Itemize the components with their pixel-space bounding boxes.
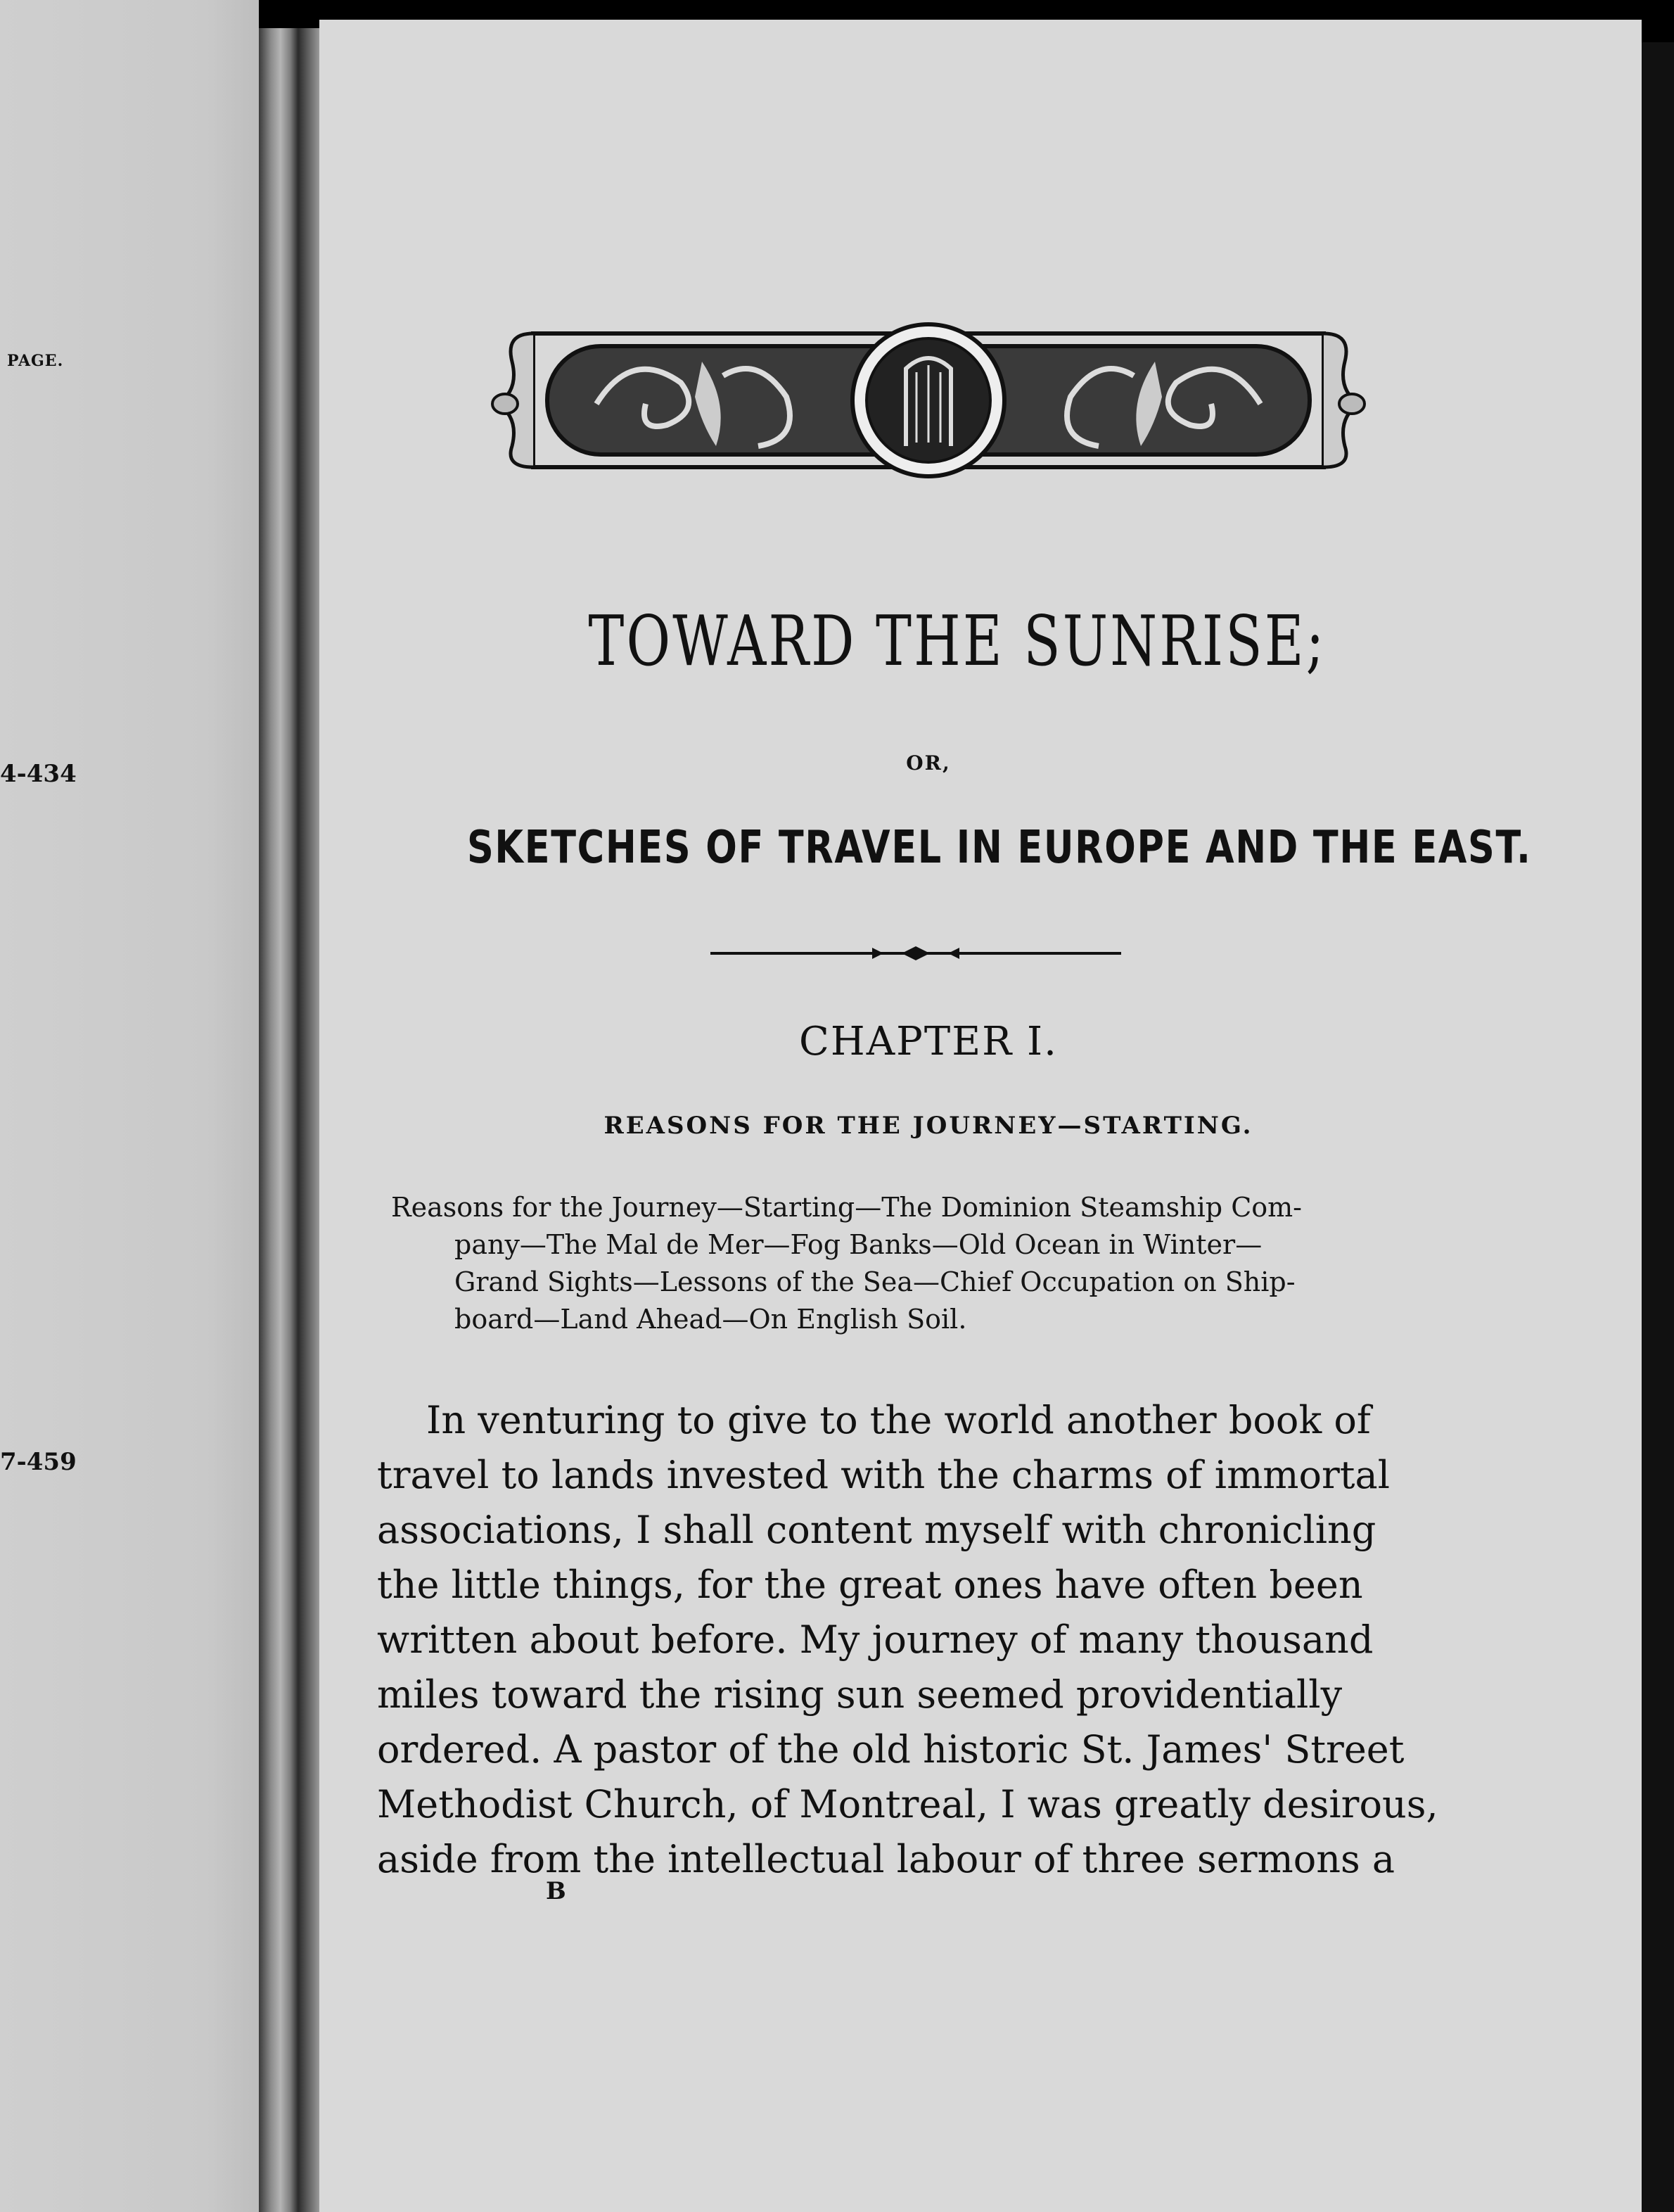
book-title: TOWARD THE SUNRISE; — [588, 602, 1327, 682]
synopsis-line: board—Land Ahead—On English Soil. — [454, 1304, 967, 1335]
page-edge — [1642, 42, 1674, 2212]
body-line: written about before. My journey of many thousand — [377, 1617, 1374, 1662]
synopsis-line: Grand Sights—Lessons of the Sea—Chief Occupation on Ship- — [454, 1266, 1296, 1297]
book-subtitle: SKETCHES OF TRAVEL IN EUROPE AND THE EAST. — [467, 822, 1532, 874]
signature-mark: B — [546, 1877, 566, 1905]
body-line: aside from the intellectual labour of three sermons a — [377, 1837, 1395, 1881]
chapter-body — [377, 1393, 1438, 1887]
body-line: In venturing to give to the world another book of — [426, 1398, 1371, 1442]
body-line: Methodist Church, of Montreal, I was greatly desirous, — [377, 1782, 1438, 1826]
title-or: OR, — [906, 751, 951, 775]
left-page-number: 4-434 — [0, 760, 77, 788]
left-page-number: 7-459 — [0, 1448, 77, 1476]
body-line: the little things, for the great ones have often been — [377, 1563, 1363, 1607]
book-gutter — [259, 28, 298, 2212]
left-page-header: PAGE. — [7, 352, 64, 370]
chapter-heading: CHAPTER I. — [799, 1019, 1058, 1064]
chapter-synopsis — [391, 1189, 1404, 1338]
book-gutter-shadow — [298, 28, 319, 2212]
body-line: ordered. A pastor of the old historic St. James' Street — [377, 1727, 1405, 1772]
body-line: associations, I shall content myself with chronicling — [377, 1508, 1376, 1552]
synopsis-line: pany—The Mal de Mer—Fog Banks—Old Ocean in Winter— — [454, 1229, 1263, 1260]
chapter-subheading: REASONS FOR THE JOURNEY—STARTING. — [603, 1112, 1253, 1140]
body-line: miles toward the rising sun seemed providentially — [377, 1672, 1343, 1717]
synopsis-line: Reasons for the Journey—Starting—The Dominion Steamship Com- — [391, 1192, 1303, 1223]
body-line: travel to lands invested with the charms of immortal — [377, 1453, 1390, 1497]
decorative-rule — [710, 941, 1121, 965]
left-page — [0, 0, 259, 2212]
ornamental-headpiece — [491, 305, 1366, 495]
